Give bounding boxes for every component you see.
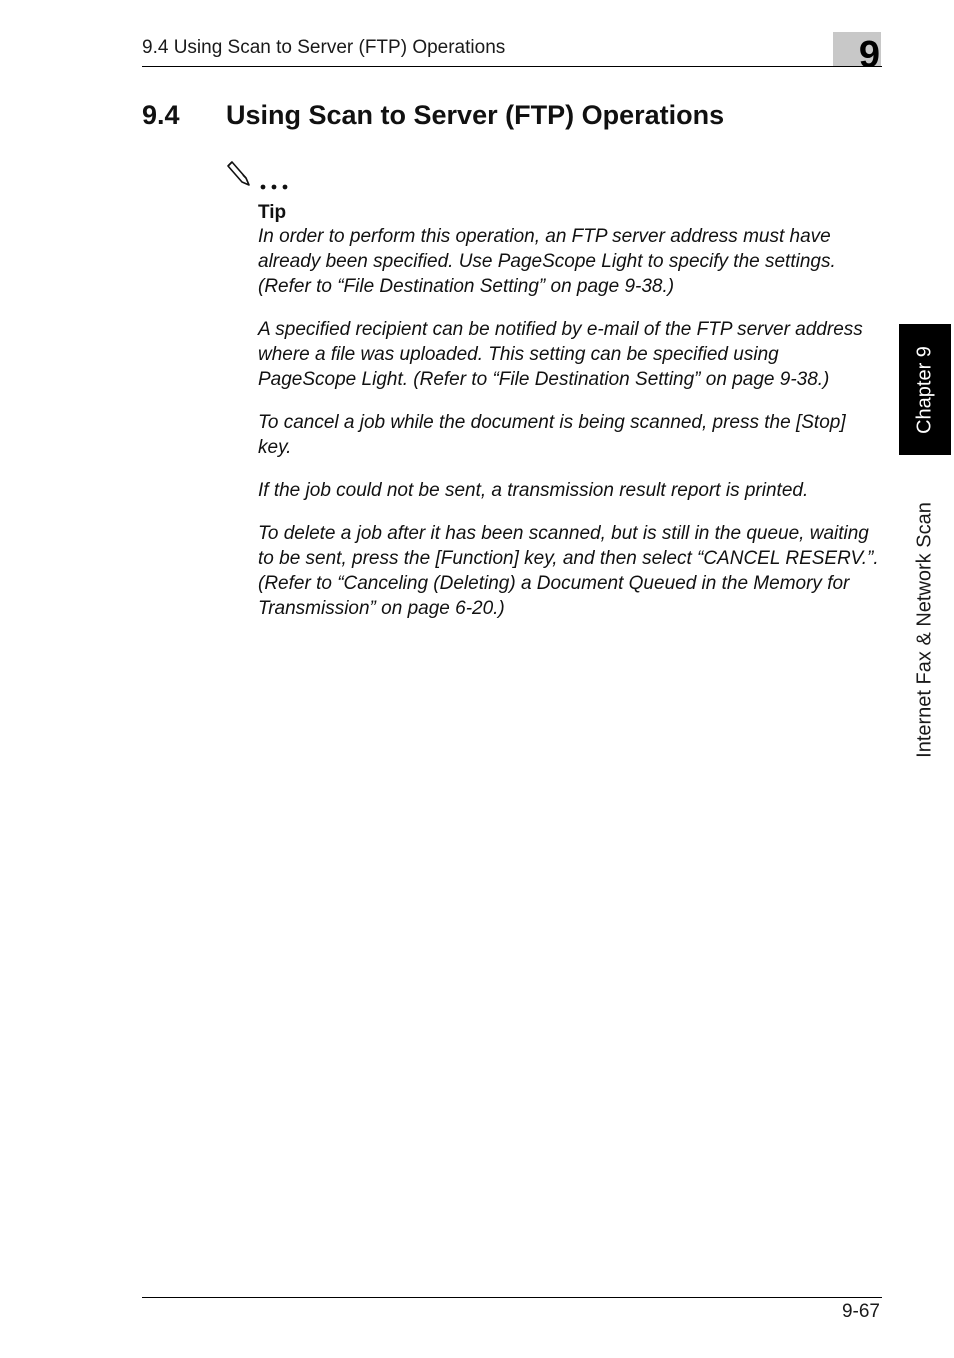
section-heading [142, 98, 724, 132]
chapter-number: 9 [858, 34, 880, 66]
tip-paragraph: If the job could not be sent, a transmission result report is printed. [258, 480, 809, 501]
section-title: Using Scan to Server (FTP) Operations [226, 100, 725, 130]
tip-paragraph: A specified recipient can be notified by e-mail of the FTP server address where a file was uploaded. This setting can be specified using PageScope Light. (Refer to “File Destination Setting” on page 9-38.) [258, 319, 863, 390]
chapter-side-tab-label: Chapter 9 [913, 345, 936, 434]
page-number: 9-67 [841, 1301, 880, 1322]
header-divider [142, 66, 882, 67]
chapter-name: Internet Fax & Network Scan [913, 502, 936, 758]
tip-label: Tip [258, 202, 287, 223]
chapter-side-label [899, 470, 951, 790]
chapter-number-box [833, 32, 881, 66]
tip-block [258, 202, 882, 639]
chapter-side-tab [899, 324, 951, 455]
running-header-title: 9.4 Using Scan to Server (FTP) Operations [142, 37, 506, 58]
tip-paragraph: To delete a job after it has been scanned, but is still in the queue, waiting to be sent, press the [Function] key, and then select “CANCEL RESERV.”. (Refer to “Canceling (Deleting) a Document Queued in the Memory for Transmission” on page 6-20.) [258, 523, 879, 619]
footer-divider [142, 1297, 882, 1298]
tip-paragraph: To cancel a job while the document is being scanned, press the [Stop] key. [258, 412, 846, 458]
pencil-icon [226, 158, 296, 194]
tip-paragraph: In order to perform this operation, an FTP server address must have already been specified. Use PageScope Light to specify the settings. (Refer to “File Destination Setting” on page 9-38.) [258, 226, 836, 297]
section-number: 9.4 [142, 100, 180, 130]
